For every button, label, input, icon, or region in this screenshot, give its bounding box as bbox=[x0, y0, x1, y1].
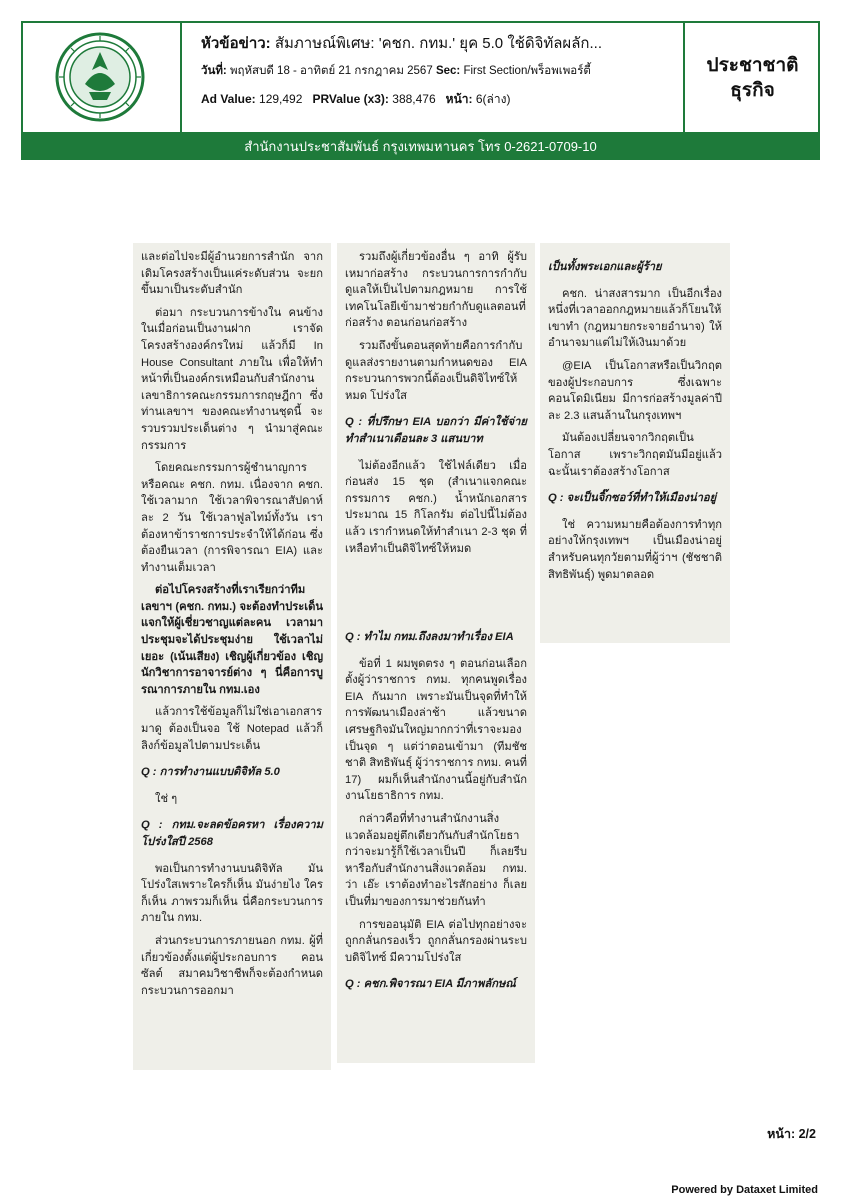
powered-by: Powered by Dataxet Limited bbox=[671, 1184, 818, 1196]
question-heading: Q : จะเป็นจิ๊กซอว์ที่ทำให้เมืองน่าอยู่ bbox=[548, 492, 717, 505]
publisher-line-1: ประชาชาติ bbox=[706, 54, 799, 76]
paragraph: ข้อที่ 1 ผมพูดตรง ๆ ตอนก่อนเลือกตั้งผู้ว่าราชการ กทม. ทุกคนพูดเรื่อง EIA กันมาก เพราะมันเป็นจุดที่ทำให้การพัฒนาเมืองล่าช้า แล้วขนาดเศรษฐกิจมันใหญ่มากกว่าที่เราจะมองเป็นจุด ๆ แต่ว่าตอนเข้ามา (ทีมชัชชาติ สิทธิพันธุ์ ผู้ว่าราชการ กทม. คนที่ 17) ผมก็เห็นสำนักงานนี้อยู่กับสำนักงานโยธาธิการ กทม. bbox=[345, 657, 527, 803]
pr-value: 388,476 bbox=[392, 92, 436, 106]
article-column-2-bottom bbox=[337, 613, 535, 1063]
bangkok-seal-icon bbox=[55, 32, 145, 122]
paragraph: การขออนุมัติ EIA ต่อไปทุกอย่างจะถูกกลั่นกรองเร็ว ถูกกลั่นกรองผ่านระบบดิจิไทซ์ มีความโปร่งใส bbox=[345, 918, 527, 964]
paragraph: กล่าวคือที่ทำงานสำนักงานสิ่งแวดล้อมอยู่ตึกเดียวกันกับสำนักโยธา กว่าจะมารู้ก็ใช้เวลาเป็นปี ก็เลยรีบหารือกับสำนักงานสิ่งแวดล้อม กทม. ว่า เอ๊ะ เราต้องทำอะไรสักอย่าง ก็เลยเป็นที่มาของการมาช่วยกันทำ bbox=[345, 812, 527, 908]
headline-label: หัวข้อข่าว: bbox=[201, 35, 271, 52]
page-label: หน้า: bbox=[445, 92, 473, 106]
page-number-label: หน้า: bbox=[767, 1127, 796, 1141]
question-heading: Q : กทม.จะลดข้อครหา เรื่องความโปร่งใสปี 2568 bbox=[141, 819, 323, 848]
office-contact-bar: สำนักงานประชาสัมพันธ์ กรุงเทพมหานคร โทร 0-2621-0709-10 bbox=[21, 134, 820, 160]
section-value: First Section/พร็อพเพอร์ตี้ bbox=[463, 65, 591, 77]
publisher-line-2: ธุรกิจ bbox=[730, 79, 775, 101]
paragraph: ส่วนกระบวนการภายนอก กทม. ผู้ที่เกี่ยวข้องตั้งแต่ผู้ประกอบการ คอนซัลต์ สมาคมวิชาชีพก็จะต้องกำหนดกระบวนการออกมา bbox=[141, 934, 323, 997]
date-value: พฤหัสบดี 18 - อาทิตย์ 21 กรกฎาคม 2567 bbox=[229, 65, 433, 77]
pr-value-label: PRValue (x3): bbox=[312, 92, 389, 106]
paragraph: ใช่ ๆ bbox=[155, 792, 178, 805]
date-row bbox=[201, 57, 683, 85]
question-heading: Q : ทำไม กทม.ถึงลงมาทำเรื่อง EIA bbox=[345, 631, 514, 643]
question-heading: Q : ที่ปรึกษา EIA บอกว่า มีค่าใช้จ่ายทำสำเนาเดือนละ 3 แสนบาท bbox=[345, 416, 527, 445]
section-label: Sec: bbox=[435, 65, 461, 77]
paragraph: โดยคณะกรรมการผู้ชำนาญการ หรือคณะ คชก. กทม. เนื่องจาก คชก. ใช้เวลามาก ใช้เวลาพิจารณาสัปดาห์ละ 2 วัน ใช้เวลาฟูลไทม์ทั้งวัน เราต้องหาข้าราชการประจำให้ได้ก่อน ซึ่งต้องยืนเวลา (การพิจารณา EIA) และทำงานเต็มเวลา bbox=[141, 462, 323, 574]
date-label: วันที่: bbox=[201, 65, 227, 77]
paragraph: คชก. น่าสงสารมาก เป็นอีกเรื่องหนึ่งที่เวลาออกกฎหมายแล้วก็โยนให้เขาทำ (กฎหมายกระจายอำนาจ) ให้อำนาจมาแต่ไม่ให้เงินมาด้วย bbox=[548, 287, 722, 350]
paragraph: @EIA เป็นโอกาสหรือเป็นวิกฤตของผู้ประกอบการ ซึ่งเฉพาะคอนโดมิเนียม มีการก่อสร้างมูลค่าปีละ 2.3 แสนล้านในกรุงเทพฯ bbox=[548, 359, 722, 422]
value-row bbox=[201, 85, 683, 113]
paragraph: ไม่ต้องอีกแล้ว ใช้ไฟล์เดียว เมื่อก่อนส่ง 15 ชุด (สำเนาแจกคณะกรรมการ คชก.) น้ำหนักเอกสารประมาณ 15 กิโลกรัม ต่อไปนี้ไม่ต้องแล้ว เรากำหนดให้ทำสำเนา 2-3 ชุด ที่เหลือทำเป็นดิจิไทซ์ให้หมด bbox=[345, 459, 527, 555]
paragraph: และต่อไปจะมีผู้อำนวยการสำนัก จากเดิมโครงสร้างเป็นแค่ระดับส่วน จะยกขึ้นมาเป็นระดับสำนัก bbox=[141, 251, 323, 297]
paragraph: แล้วการใช้ข้อมูลก็ไม่ใช่เอาเอกสารมาดู ต้องเป็นจอ ใช้ Notepad แล้วก็ลิงก์ข้อมูลไปตามประเด็น bbox=[141, 706, 323, 752]
article-column-1 bbox=[133, 243, 331, 1070]
paragraph: ต่อมา กระบวนการข้างใน คนข้างในเมื่อก่อนเป็นงานฝาก เราจัดโครงสร้างองค์กรใหม่ แล้วก็มี In House Consultant ภายใน เพื่อให้ทำหน้าที่เป็นองค์กรเหมือนกับสำนักงานเลขาธิการคณะกรรมการกฤษฎีกา ซึ่งท่านเลขาฯ ของคณะทำงานชุดนี้ จะรวบรวมประเด็นต่าง ๆ นำมาสู่คณะกรรมการ bbox=[141, 306, 323, 452]
paragraph-bold: ต่อไปโครงสร้างที่เราเรียกว่าทีมเลขาฯ (คชก. กทม.) จะต้องทำประเด็นแจกให้ผู้เชี่ยวชาญแต่ละคน เวลามาประชุมจะได้ประชุมง่าย ใช้เวลาไม่เยอะ (เน้นเสียง) เชิญผู้เกี่ยวข้อง เชิญนักวิชาการอาจารย์ต่าง ๆ นี่คือการบูรณาการภายใน กทม.เอง bbox=[141, 584, 323, 696]
headline: สัมภาษณ์พิเศษ: 'คชก. กทม.' ยุค 5.0 ใช้ดิจิทัลผลัก... bbox=[274, 35, 603, 52]
paragraph: รวมถึงขั้นตอนสุดท้ายคือการกำกับดูแลส่งรายงานตามกำหนดของ EIA กระบวนการพวกนี้ต้องเป็นดิจิไทซ์ให้หมด โปร่งใส bbox=[345, 339, 527, 402]
question-heading: Q : การทำงานแบบดิจิทัล 5.0 bbox=[141, 766, 280, 779]
logo-cell bbox=[23, 23, 182, 132]
question-heading: Q : คชก.พิจารณา EIA มีภาพลักษณ์ bbox=[345, 978, 516, 991]
publisher-name bbox=[683, 23, 820, 132]
ad-value: 129,492 bbox=[259, 92, 303, 106]
page-value: 6(ล่าง) bbox=[475, 92, 511, 106]
ad-value-label: Ad Value: bbox=[201, 92, 256, 106]
page-number bbox=[767, 1124, 816, 1144]
article-column-3 bbox=[540, 243, 730, 643]
headline-row bbox=[201, 31, 683, 57]
question-heading: เป็นทั้งพระเอกและผู้ร้าย bbox=[548, 261, 662, 273]
paragraph: มันต้องเปลี่ยนจากวิกฤตเป็นโอกาส เพราะวิกฤตมันมีอยู่แล้ว ฉะนั้นเราต้องสร้างโอกาส bbox=[548, 432, 722, 478]
news-header bbox=[21, 21, 820, 134]
paragraph: พอเป็นการทำงานบนดิจิทัล มันโปร่งใสเพราะใครก็เห็น มันง่ายไง ใครก็เห็น ภาพรวมก็เห็น นี่คือกระบวนการภายใน กทม. bbox=[141, 862, 323, 925]
paragraph: รวมถึงผู้เกี่ยวข้องอื่น ๆ อาทิ ผู้รับเหมาก่อสร้าง กระบวนการการกำกับดูแลให้เป็นไปตามกฎหมาย การใช้เทคโนโลยีเข้ามาช่วยกำกับดูแลตอนที่ก่อสร้าง ตอนก่อนก่อสร้าง bbox=[345, 251, 527, 330]
article-column-2-top bbox=[337, 243, 535, 641]
header-info bbox=[201, 31, 683, 113]
page-number-value: 2/2 bbox=[798, 1127, 816, 1141]
paragraph: ใช่ ความหมายคือต้องการทำทุกอย่างให้กรุงเทพฯ เป็นเมืองน่าอยู่ สำหรับคนทุกวัยตามที่ผู้ว่าฯ (ชัชชาติ สิทธิพันธุ์) พูดมาตลอด bbox=[548, 518, 722, 581]
